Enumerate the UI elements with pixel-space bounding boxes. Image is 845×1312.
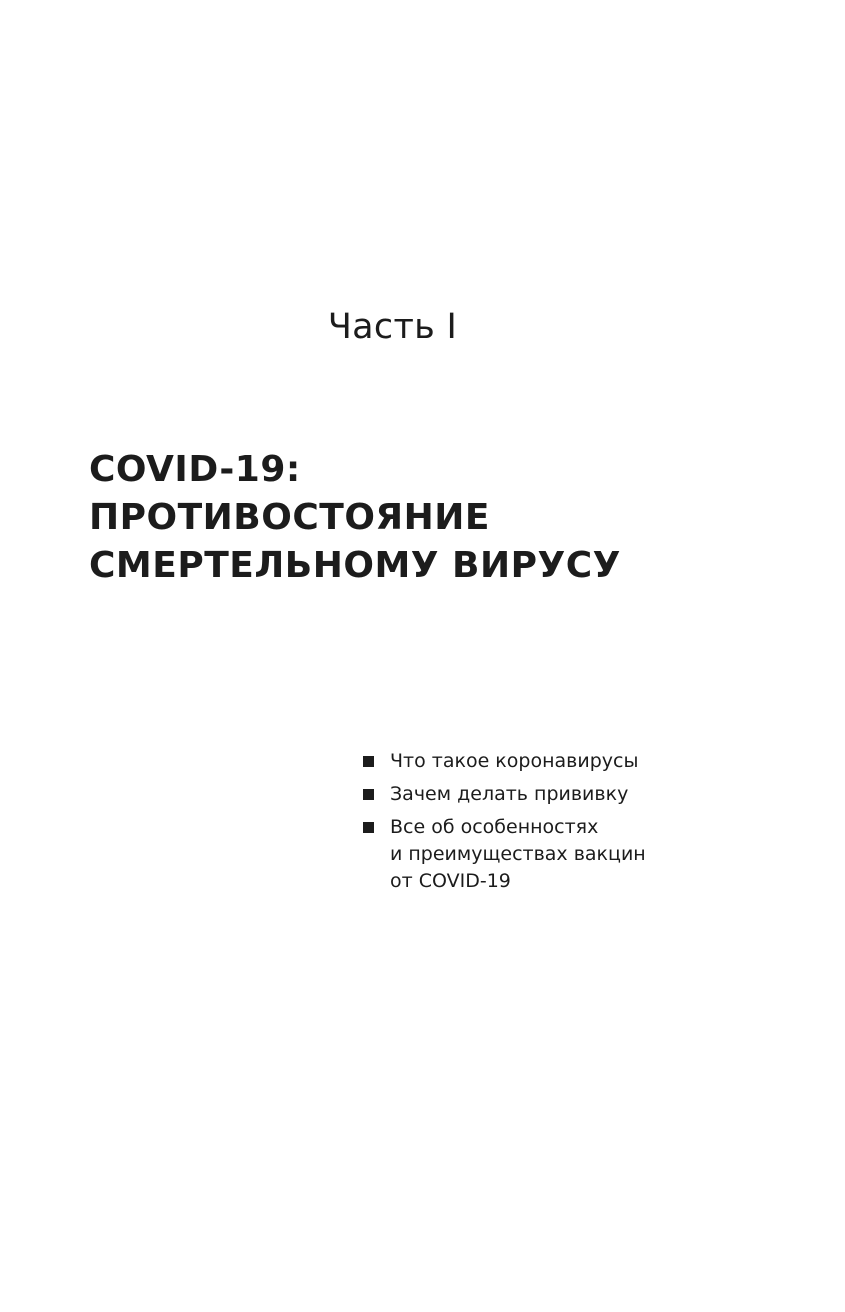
- square-bullet-icon: [363, 756, 374, 767]
- topic-text: и преимуществах вакцин: [390, 843, 646, 865]
- topic-list: [362, 748, 782, 901]
- square-bullet-icon: [363, 789, 374, 800]
- topic-item: [362, 748, 782, 775]
- topic-item: [362, 781, 782, 808]
- topic-item: [362, 814, 782, 895]
- part-label: Часть I: [327, 307, 458, 347]
- chapter-title-line: COVID-19:: [89, 449, 301, 490]
- topic-text: Все об особенностях: [390, 816, 599, 838]
- topic-text: от COVID-19: [390, 870, 511, 892]
- topic-text: Зачем делать прививку: [390, 783, 629, 805]
- chapter-title-line: СМЕРТЕЛЬНОМУ ВИРУСУ: [89, 545, 621, 586]
- topic-text: Что такое коронавирусы: [390, 750, 639, 772]
- chapter-title-line: ПРОТИВОСТОЯНИЕ: [89, 497, 490, 538]
- chapter-title: [89, 446, 789, 590]
- square-bullet-icon: [363, 822, 374, 833]
